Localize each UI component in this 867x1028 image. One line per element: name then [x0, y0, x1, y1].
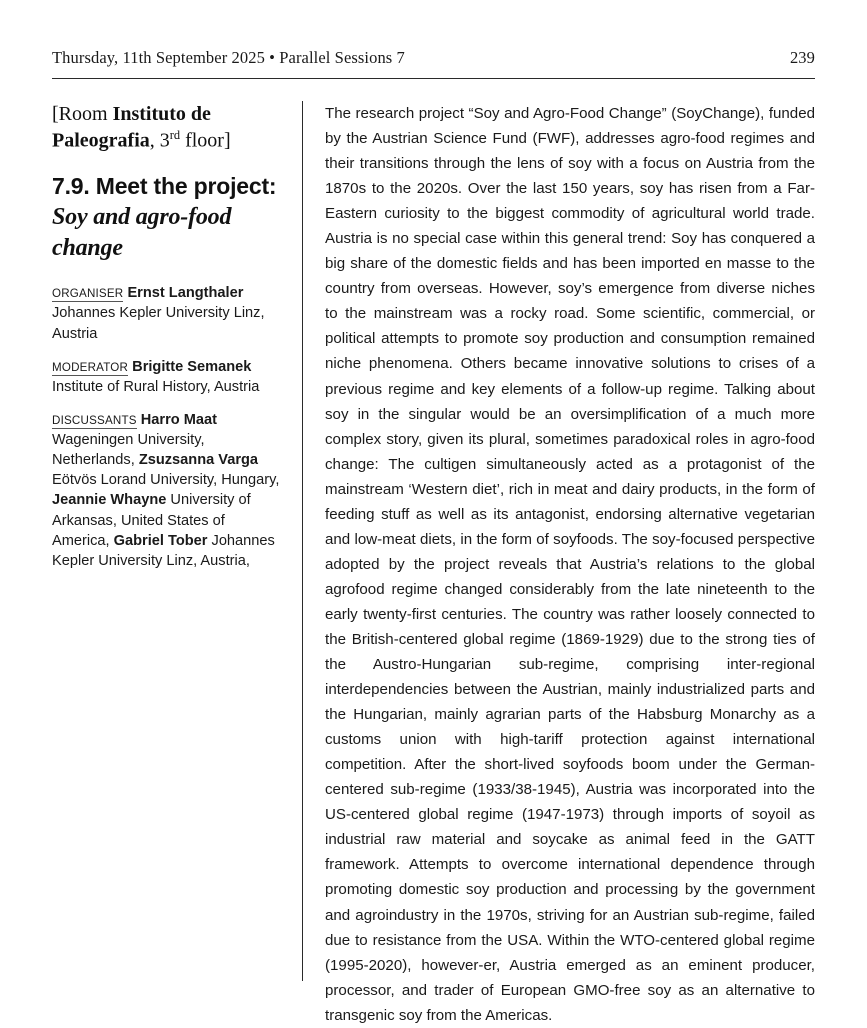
discussant-name: Jeannie Whayne: [52, 492, 167, 509]
discussant-affiliation: Eötvös Lorand University, Hungary,: [52, 472, 280, 489]
discussant-name: Harro Maat: [140, 411, 217, 428]
session-title-italic: Soy and agro-food change: [52, 203, 232, 261]
organiser-name: Ernst Langthaler: [127, 285, 244, 302]
page-number: 239: [789, 48, 815, 67]
abstract-text: The research project “Soy and Agro-Food Change” (SoyChange), funded by the Austrian Science Fund (FWF), addresses agro-food regimes and their transitions through the lens of soy with a focus on Austria from the 1870s to the 2020s. Over the last 150 years, soy has risen from a Far-Eastern curiosity to the biggest commodity of agricultural world trade. Austria is no special case within this general trend: Soy has conquered a big share of the domestic fields and has been imported en masse to the country from overseas. However, soy’s emergence from diverse niches to the mainstream was a rocky road. Some scientific, commercial, or political attempts to promote soy production and consumption remained niche phenomena. Others became innovative solutions to crises of a previous regime and key elements of a follow-up regime. Talking about soy in the singular would be an oversimplification of a much more complex story, given its plural, sometimes paradoxical roles in agro-food change: The cultigen simultaneously acted as a protagonist of the mainstream ‘Western diet’, rich in meat and dairy products, in the form of feeding stuff as well as its antagonist, endorsing alternative vegetarian and low-meat diets, in the form of soyfoods. The soy-focused perspective adopted by the project reveals that Austria’s relations to the global agrofood regime changed considerably from the late nineteenth to the early twenty-first centuries. The country was rather loosely connected to the British-centered global regime (1869-1929) due to the strong ties of the Austro-Hungarian sub-regime, comprising inter-regional interdependencies between the Austrian, mainly industrialized parts and the Hungarian, mainly agrarian parts of the Habsburg Monarchy as a customs union with high-tariff protection against international competition. After the short-lived soyfoods boom under the German-centered sub-regime (1933/38-1945), Austria was incorporated into the US-centered global regime (1947-1973) through imports of soyoil as industrial raw material and soycake as animal feed in the GATT framework. Attempts to overcome international dependence through promoting domestic soy production and processing by the government and agroindustry in the 1970s, striving for an Austrian sub-regime, failed due to resistance from the USA. Within the WTO-centered global regime (1995-2020), however-er, Austria emerged as an eminent producer, processor, and trader of European GMO-free soy as an alternative to transgenic soy from the Americas.: [325, 105, 815, 1024]
moderator-label: MODERATOR: [52, 360, 129, 374]
moderator-affiliation: Institute of Rural History, Austria: [52, 378, 260, 395]
room-suffix: , 3: [149, 130, 170, 153]
organiser-label: ORGANISER: [52, 287, 124, 301]
page-body: [52, 101, 815, 1024]
room-prefix: [Room: [52, 103, 113, 125]
left-column: [52, 101, 302, 981]
discussant-name: Zsuzsanna Varga: [138, 452, 259, 469]
right-column: [325, 101, 815, 1024]
organiser-affiliation: Johannes Kepler University Linz, Austria: [52, 305, 265, 342]
room-ordinal: rd: [169, 128, 181, 143]
discussant-name: Gabriel Tober: [113, 532, 208, 549]
organiser-block: [52, 283, 280, 343]
moderator-block: [52, 357, 280, 397]
discussant-affiliation: University of Arkansas, United States of America,: [52, 492, 251, 549]
session-title: [52, 172, 280, 263]
room-location: [52, 101, 280, 154]
room-floor: floor]: [180, 130, 231, 153]
discussants-block: [52, 410, 280, 571]
column-divider: [302, 101, 303, 981]
discussants-label: DISCUSSANTS: [52, 413, 137, 427]
running-head: [52, 48, 815, 76]
room-name: Instituto de Paleografia: [52, 103, 211, 153]
discussant-affiliation: Johannes Kepler University Linz, Austria,: [52, 532, 275, 569]
running-head-left: Thursday, 11th September 2025 • Parallel Sessions 7: [52, 48, 405, 67]
header-rule: [52, 78, 815, 79]
discussant-affiliation: Wageningen University, Netherlands,: [52, 432, 205, 469]
moderator-name: Brigitte Semanek: [132, 358, 252, 375]
session-number: 7.9. Meet the project:: [52, 173, 277, 200]
